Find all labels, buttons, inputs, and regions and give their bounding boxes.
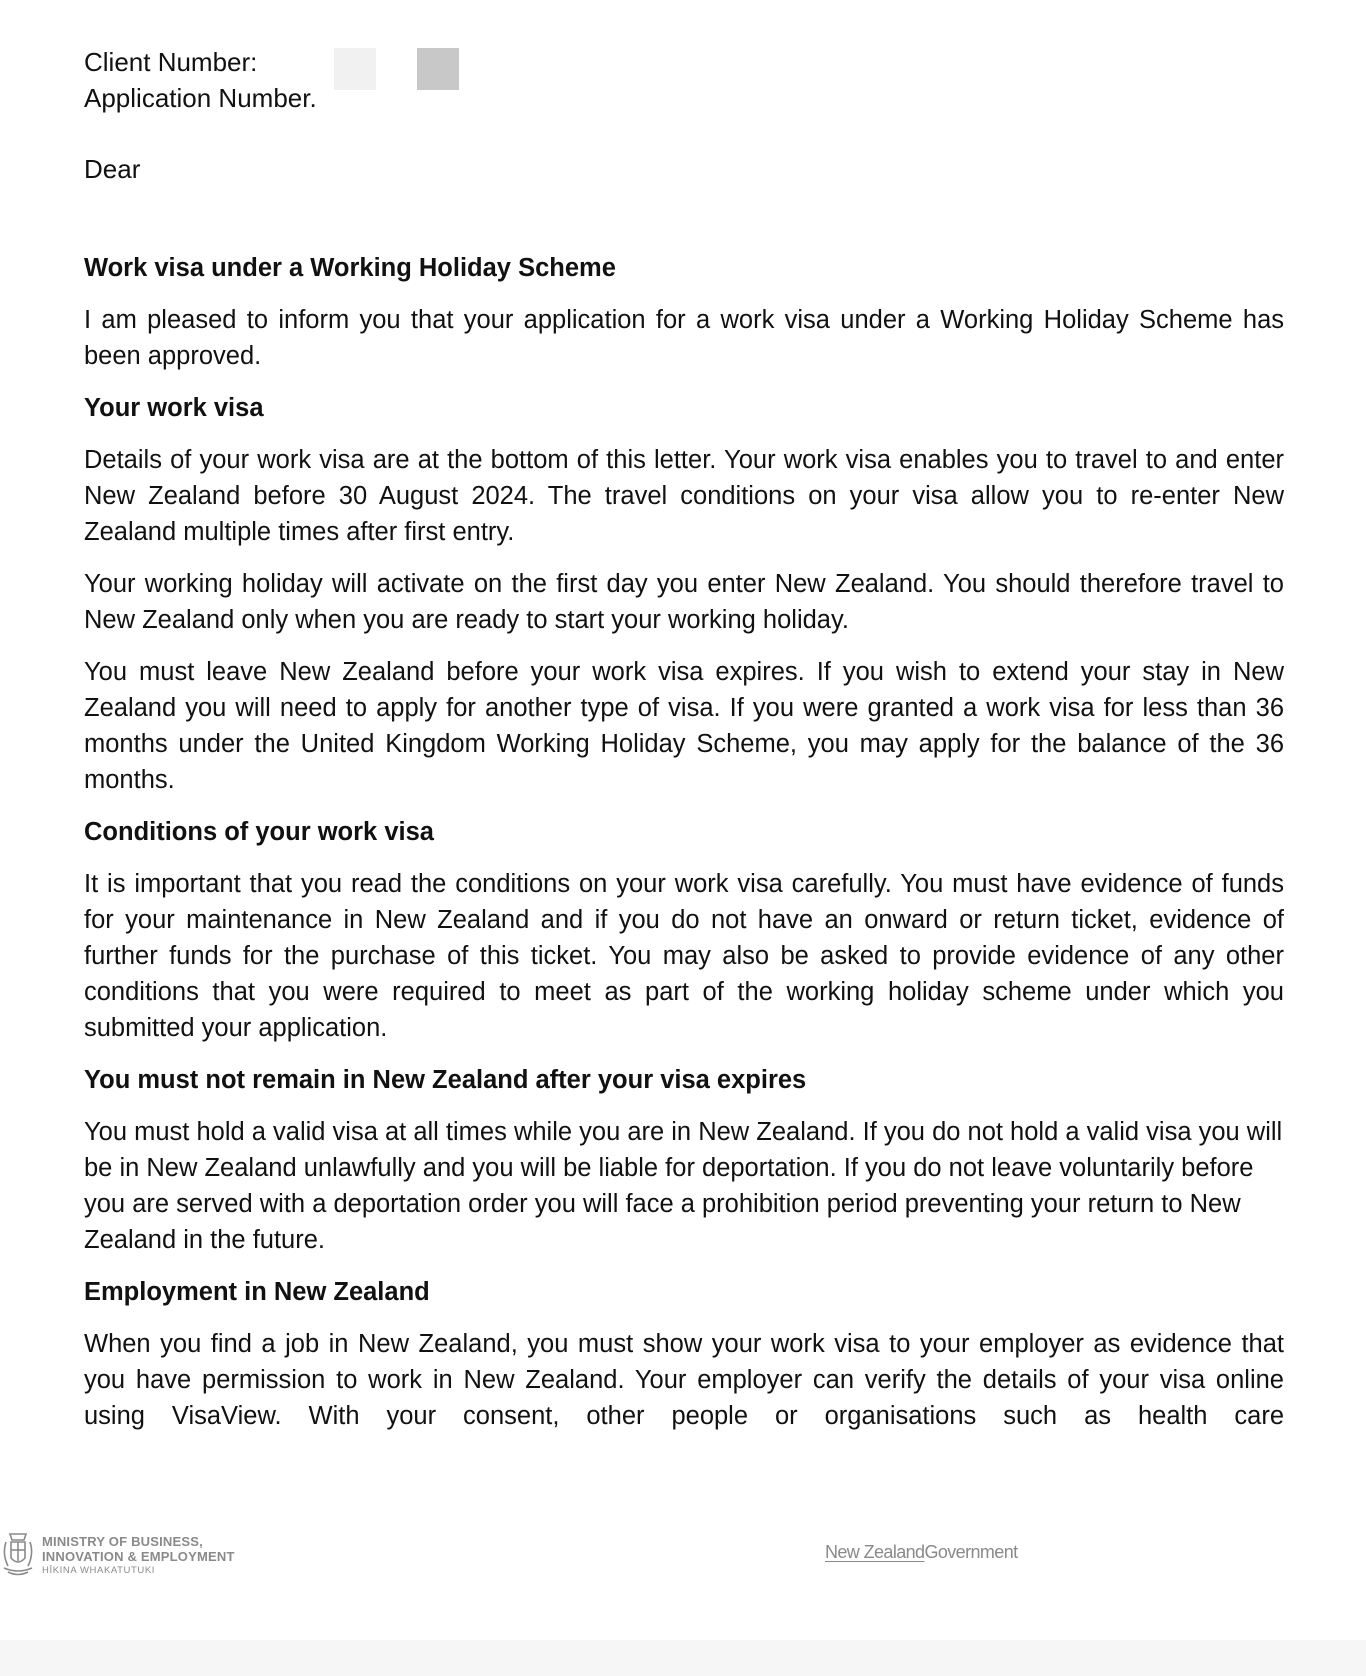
letter-body	[84, 250, 1284, 1450]
redaction-box	[417, 48, 459, 90]
must-not-remain-heading: You must not remain in New Zealand after your visa expires	[84, 1066, 807, 1094]
mbie-name-line-1: MINISTRY OF BUSINESS,	[42, 1534, 203, 1549]
nz-government-logo-nz: New Zealand	[825, 1542, 925, 1562]
your-work-visa-paragraph: Your working holiday will activate on the first day you enter New Zealand. You should therefore travel to New Zealand only when you are ready to start your working holiday.	[84, 570, 1284, 634]
mbie-maori-name: HĪKINA WHAKATUTUKI	[42, 1565, 156, 1576]
employment-heading: Employment in New Zealand	[84, 1278, 430, 1306]
employment-paragraph: When you find a job in New Zealand, you must show your work visa to your employer as evidence that you have permission to work in New Zealand. Your employer can verify the details of your visa online using VisaView. With your consent, other people or organisations such as health care	[84, 1330, 1284, 1430]
client-number-label: Client Number:	[84, 47, 258, 77]
letter-meta	[84, 44, 317, 116]
salutation: Dear	[84, 154, 141, 184]
nz-coat-of-arms-icon	[0, 1528, 36, 1578]
mbie-logo	[0, 1528, 235, 1578]
page-bottom-band	[0, 1640, 1366, 1676]
must-not-remain-paragraph: You must hold a valid visa at all times while you are in New Zealand. If you do not hold a valid visa you will be in New Zealand unlawfully and you will be liable for deportation. If you do not leave voluntarily before you are served with a deportation order you will face a prohibition period preventing your return to New Zealand in the future.	[84, 1118, 1283, 1254]
your-work-visa-heading: Your work visa	[84, 394, 264, 422]
application-number-label: Application Number.	[84, 83, 317, 113]
conditions-heading: Conditions of your work visa	[84, 818, 434, 846]
conditions-paragraph: It is important that you read the conditions on your work visa carefully. You must have evidence of funds for your maintenance in New Zealand and if you do not have an onward or return ticket, evidence of further funds for the purchase of this ticket. You may also be asked to provide evidence of any other conditions that you were required to meet as part of the working holiday scheme under which you submitted your application.	[84, 870, 1284, 1042]
redaction-box	[334, 48, 376, 90]
nz-government-logo	[825, 1542, 1018, 1563]
nz-government-logo-government: Government	[924, 1542, 1018, 1562]
mbie-name-line-2: INNOVATION & EMPLOYMENT	[42, 1549, 235, 1564]
your-work-visa-paragraph: You must leave New Zealand before your work visa expires. If you wish to extend your stay in New Zealand you will need to apply for another type of visa. If you were granted a work visa for less than 36 months under the United Kingdom Working Holiday Scheme, you may apply for the balance of the 36 months.	[84, 658, 1284, 794]
your-work-visa-paragraph: Details of your work visa are at the bottom of this letter. Your work visa enables you to travel to and enter New Zealand before 30 August 2024. The travel conditions on your visa allow you to re-enter New Zealand multiple times after first entry.	[84, 446, 1284, 546]
intro-paragraph: I am pleased to inform you that your application for a work visa under a Working Holiday Scheme has been approved.	[84, 306, 1284, 370]
letter-title: Work visa under a Working Holiday Scheme	[84, 254, 616, 282]
